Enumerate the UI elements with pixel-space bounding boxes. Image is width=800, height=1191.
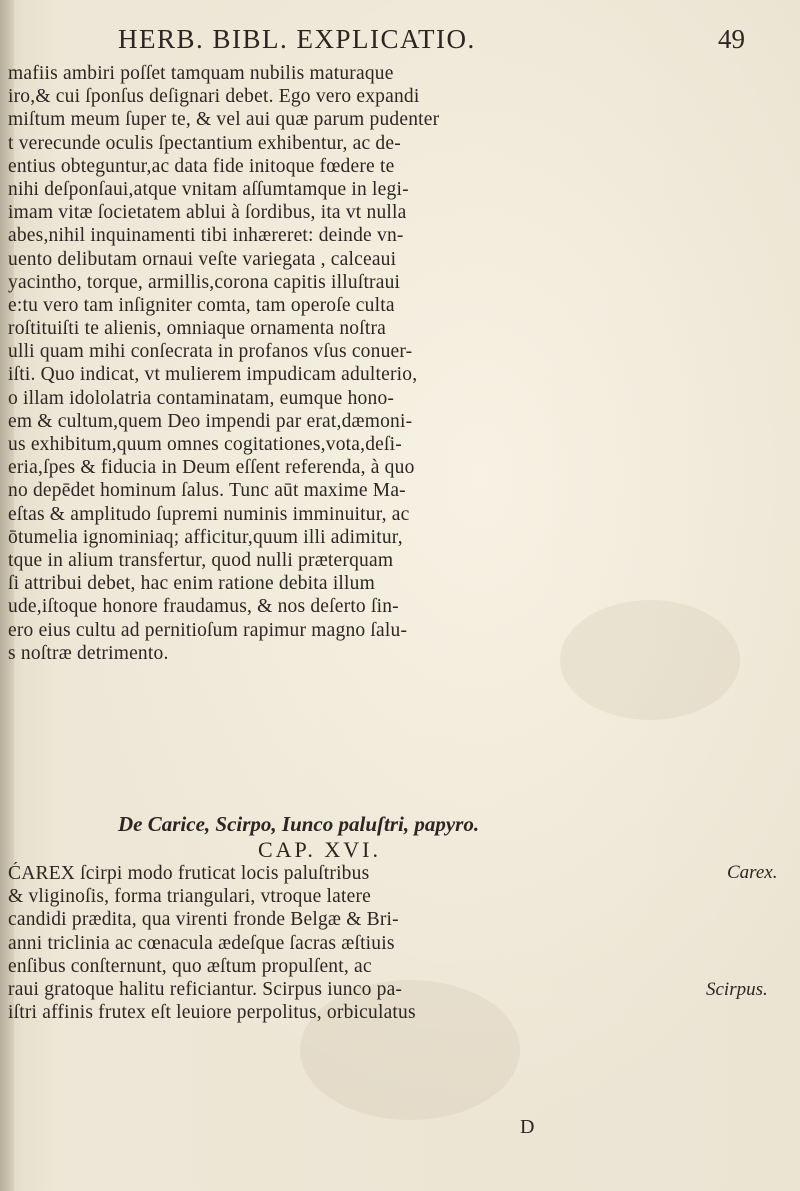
catchword: D — [520, 1116, 535, 1138]
text-line: raui gratoque halitu reficiantur. Scirpus iunco pa- — [8, 978, 403, 1000]
text-line: eſtas & amplitudo ſupremi numinis imminuitur, ac — [8, 503, 410, 525]
text-line: ero eius cultu ad pernitioſum rapimur magno ſalu- — [8, 619, 408, 641]
text-line: em & cultum,quem Deo impendi par erat,dæmoni- — [8, 410, 413, 432]
text-line: ude,iſtoque honore fraudamus, & nos deſerto ſin- — [8, 596, 399, 618]
text-line: iſti. Quo indicat, vt mulierem impudicam adulterio, — [8, 364, 418, 386]
text-line: imam vitæ ſocietatem ablui à ſordibus, ita vt nulla — [8, 202, 407, 224]
text-line: iro,& cui ſponſus deſignari debet. Ego vero expandi — [8, 86, 420, 108]
margin-note-scirpus: Scirpus. — [706, 979, 768, 1000]
text-line: ōtumelia ignominiaq; afficitur,quum illi adimitur, — [8, 526, 403, 548]
text-line: mafiis ambiri poſſet tamquam nubilis maturaque — [8, 63, 394, 84]
text-line: yacintho, torque, armillis,corona capitis illuſtraui — [8, 271, 401, 293]
text-line: eria,ſpes & fiducia in Deum eſſent referenda, à quo — [8, 457, 415, 479]
text-line: & vliginoſis, forma triangulari, vtroque latere — [8, 886, 372, 908]
text-line: o illam idololatria contaminatam, eumque hono- — [8, 387, 395, 409]
chapter-text-block — [8, 862, 788, 1024]
chapter-caption: De Carice, Scirpo, Iunco paluſtri, papyro. — [118, 812, 480, 836]
text-line: anni triclinia ac cœnacula ædeſque ſacras æſtiuis — [8, 932, 395, 954]
text-line: roſtituiſti te alienis, omniaque ornamenta noſtra — [8, 318, 387, 340]
text-line: e:tu vero tam inſigniter comta, tam operoſe culta — [8, 294, 395, 316]
margin-note-carex: Carex. — [727, 862, 778, 883]
text-line: nihi deſponſaui,atque vnitam aſſumtamque in legi- — [8, 178, 409, 200]
main-text-block — [8, 62, 788, 665]
text-line: us exhibitum,quum omnes cogitationes,vota,deſi- — [8, 434, 402, 455]
text-line: candidi prædita, qua virenti fronde Belgæ & Bri- — [8, 909, 399, 931]
text-line: abes,nihil inquinamenti tibi inhæreret: deinde vn- — [8, 225, 404, 247]
running-title: HERB. BIBL. EXPLICATIO. — [118, 24, 476, 54]
text-line: t verecunde oculis ſpectantium exhibentur, ac de- — [8, 132, 401, 154]
page-number: 49 — [718, 24, 745, 54]
text-line: no depēdet hominum ſalus. Tunc aūt maxime Ma- — [8, 480, 406, 502]
running-header — [0, 20, 800, 60]
text-line: tque in alium transfertur, quod nulli præterquam — [8, 549, 394, 571]
text-line: iſtri affinis frutex eſt leuiore perpolitus, orbiculatus — [8, 1002, 416, 1024]
text-line: miſtum meum ſuper te, & vel aui quæ parum pudenter — [8, 109, 440, 131]
text-line: enſibus conſternunt, quo æſtum propulſent, ac — [8, 955, 372, 977]
text-line: entius obteguntur,ac data fide initoque fœdere te — [8, 155, 395, 177]
text-line: ĆAREX ſcirpi modo fruticat locis paluſtribus — [8, 863, 370, 884]
text-line: s noſtræ detrimento. — [8, 642, 169, 664]
text-line: ſi attribui debet, hac enim ratione debita illum — [8, 573, 375, 595]
text-line: ulli quam mihi conſecrata in profanos vſus conuer- — [8, 341, 413, 363]
chapter-heading: CAP. XVI. — [258, 837, 381, 862]
text-line: uento delibutam ornaui veſte variegata , calceaui — [8, 248, 397, 270]
